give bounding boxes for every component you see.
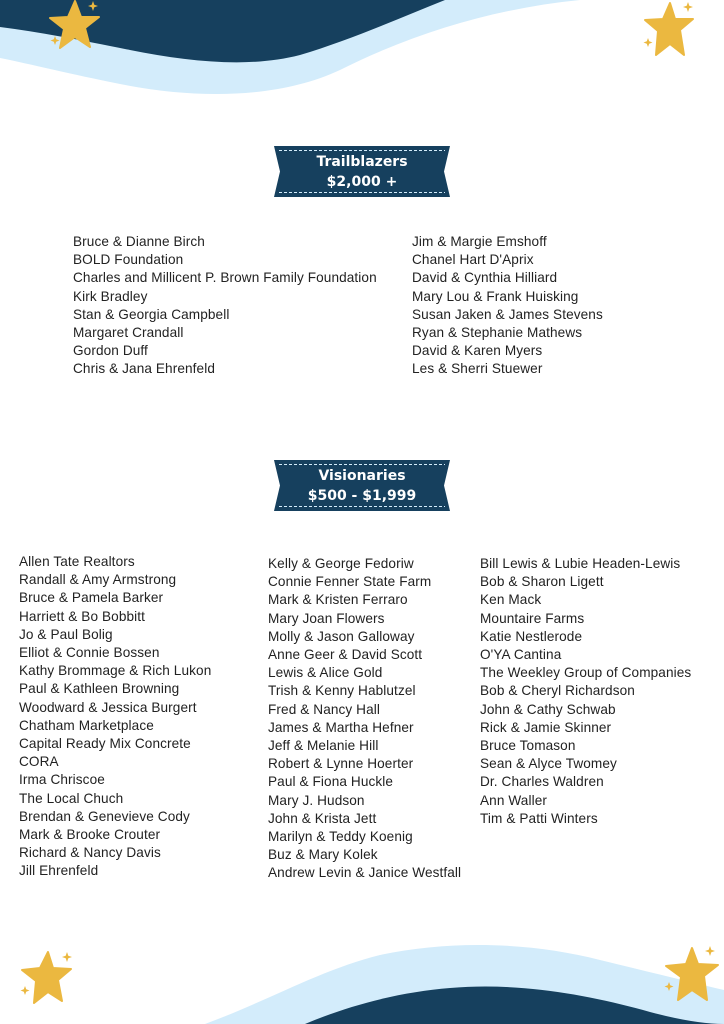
donor-name: John & Krista Jett xyxy=(268,810,377,826)
donor-name: Rick & Jamie Skinner xyxy=(480,719,612,735)
donor-name: Margaret Crandall xyxy=(73,325,184,341)
tier-title: Trailblazers xyxy=(316,153,408,170)
donor-name: Kirk Bradley xyxy=(73,288,148,304)
donor-name: Randall & Amy Armstrong xyxy=(19,572,177,588)
donor-name: Irma Chriscoe xyxy=(19,772,105,788)
donor-name: James & Martha Hefner xyxy=(268,719,414,735)
donor-name: CORA xyxy=(19,754,59,770)
donor-name: O'YA Cantina xyxy=(480,647,562,663)
tier-title: Visionaries xyxy=(318,467,406,484)
donor-name: Bruce & Dianne Birch xyxy=(73,234,205,249)
donor-name: Trish & Kenny Hablutzel xyxy=(268,683,416,699)
donor-name: Robert & Lynne Hoerter xyxy=(268,756,414,772)
donor-name: Bob & Sharon Ligett xyxy=(480,574,604,590)
donor-name: Anne Geer & David Scott xyxy=(268,647,423,663)
donor-name: John & Cathy Schwab xyxy=(480,701,616,717)
donor-name: Mary J. Hudson xyxy=(268,792,365,808)
donor-name: The Weekley Group of Companies xyxy=(480,665,692,681)
donor-name: Capital Ready Mix Concrete xyxy=(19,736,191,752)
donor-name: David & Karen Myers xyxy=(412,343,543,359)
tier-amount: $2,000 + xyxy=(326,173,398,190)
donor-name: Jo & Paul Bolig xyxy=(19,626,113,642)
donor-name: Jeff & Melanie Hill xyxy=(268,738,379,754)
bottom-wave-decoration xyxy=(0,920,724,1024)
donor-name: Les & Sherri Stuewer xyxy=(412,361,543,377)
donor-name: Susan Jaken & James Stevens xyxy=(412,306,603,322)
donor-name: Ann Waller xyxy=(480,792,547,808)
donor-name: Sean & Alyce Twomey xyxy=(480,756,617,772)
star-with-sparkles-icon xyxy=(662,942,724,1004)
donor-name: David & Cynthia Hilliard xyxy=(412,270,558,286)
donor-name: Richard & Nancy Davis xyxy=(19,845,161,861)
donor-name: Woodward & Jessica Burgert xyxy=(19,699,197,715)
donor-name: Lewis & Alice Gold xyxy=(268,665,383,681)
donor-name: Bruce & Pamela Barker xyxy=(19,590,164,606)
donor-name: Charles and Millicent P. Brown Family Foundation xyxy=(73,270,377,286)
donor-name: Marilyn & Teddy Koenig xyxy=(268,829,413,845)
donor-name: Buz & Mary Kolek xyxy=(268,847,378,863)
donor-name: Allen Tate Realtors xyxy=(19,554,135,569)
donor-name: Kelly & George Fedoriw xyxy=(268,556,414,571)
donor-name: Mountaire Farms xyxy=(480,610,585,626)
donor-name: Connie Fenner State Farm xyxy=(268,574,432,590)
donor-name: Mary Joan Flowers xyxy=(268,610,385,626)
star-with-sparkles-icon xyxy=(47,0,109,60)
star-with-sparkles-icon xyxy=(15,948,77,1010)
donor-name: Fred & Nancy Hall xyxy=(268,701,380,717)
donor-name: The Local Chuch xyxy=(19,790,124,806)
donor-name: Ken Mack xyxy=(480,592,542,608)
donor-name: Jill Ehrenfeld xyxy=(19,863,99,879)
donor-name: Mark & Brooke Crouter xyxy=(19,827,161,843)
donor-name: Jim & Margie Emshoff xyxy=(412,234,547,249)
donor-name: Andrew Levin & Janice Westfall xyxy=(268,865,462,881)
tier-amount: $500 - $1,999 xyxy=(307,487,417,504)
donor-name: Tim & Patti Winters xyxy=(480,810,598,826)
tier-banner-trailblazers xyxy=(274,146,450,197)
donor-list-visionaries-col-2 xyxy=(268,555,461,883)
donor-name: BOLD Foundation xyxy=(73,252,184,268)
donor-name: Ryan & Stephanie Mathews xyxy=(412,325,583,341)
donor-name: Elliot & Connie Bossen xyxy=(19,645,160,661)
star-with-sparkles-icon xyxy=(638,0,700,62)
donor-name: Katie Nestlerode xyxy=(480,628,583,644)
donor-name: Molly & Jason Galloway xyxy=(268,628,415,644)
donor-name: Kathy Brommage & Rich Lukon xyxy=(19,663,212,679)
donor-name: Brendan & Genevieve Cody xyxy=(19,808,190,824)
donor-name: Gordon Duff xyxy=(73,343,148,359)
donor-name: Harriett & Bo Bobbitt xyxy=(19,608,146,624)
donor-name: Chris & Jana Ehrenfeld xyxy=(73,361,215,377)
donor-name: Chatham Marketplace xyxy=(19,717,154,733)
donor-name: Paul & Kathleen Browning xyxy=(19,681,180,697)
donor-name: Mark & Kristen Ferraro xyxy=(268,592,408,608)
donor-name: Bruce Tomason xyxy=(480,738,576,754)
donor-list-trailblazers-col-2 xyxy=(412,233,603,379)
tier-banner-visionaries xyxy=(274,460,450,511)
donor-name: Bill Lewis & Lubie Headen-Lewis xyxy=(480,556,681,571)
donor-list-visionaries-col-1 xyxy=(19,553,211,881)
donor-name: Dr. Charles Waldren xyxy=(480,774,604,790)
donor-name: Paul & Fiona Huckle xyxy=(268,774,394,790)
donor-name: Chanel Hart D'Aprix xyxy=(412,252,534,268)
donor-name: Bob & Cheryl Richardson xyxy=(480,683,635,699)
donor-name: Stan & Georgia Campbell xyxy=(73,306,230,322)
donor-name: Mary Lou & Frank Huisking xyxy=(412,288,579,304)
donor-list-visionaries-col-3 xyxy=(480,555,691,828)
donor-list-trailblazers-col-1 xyxy=(73,233,377,379)
